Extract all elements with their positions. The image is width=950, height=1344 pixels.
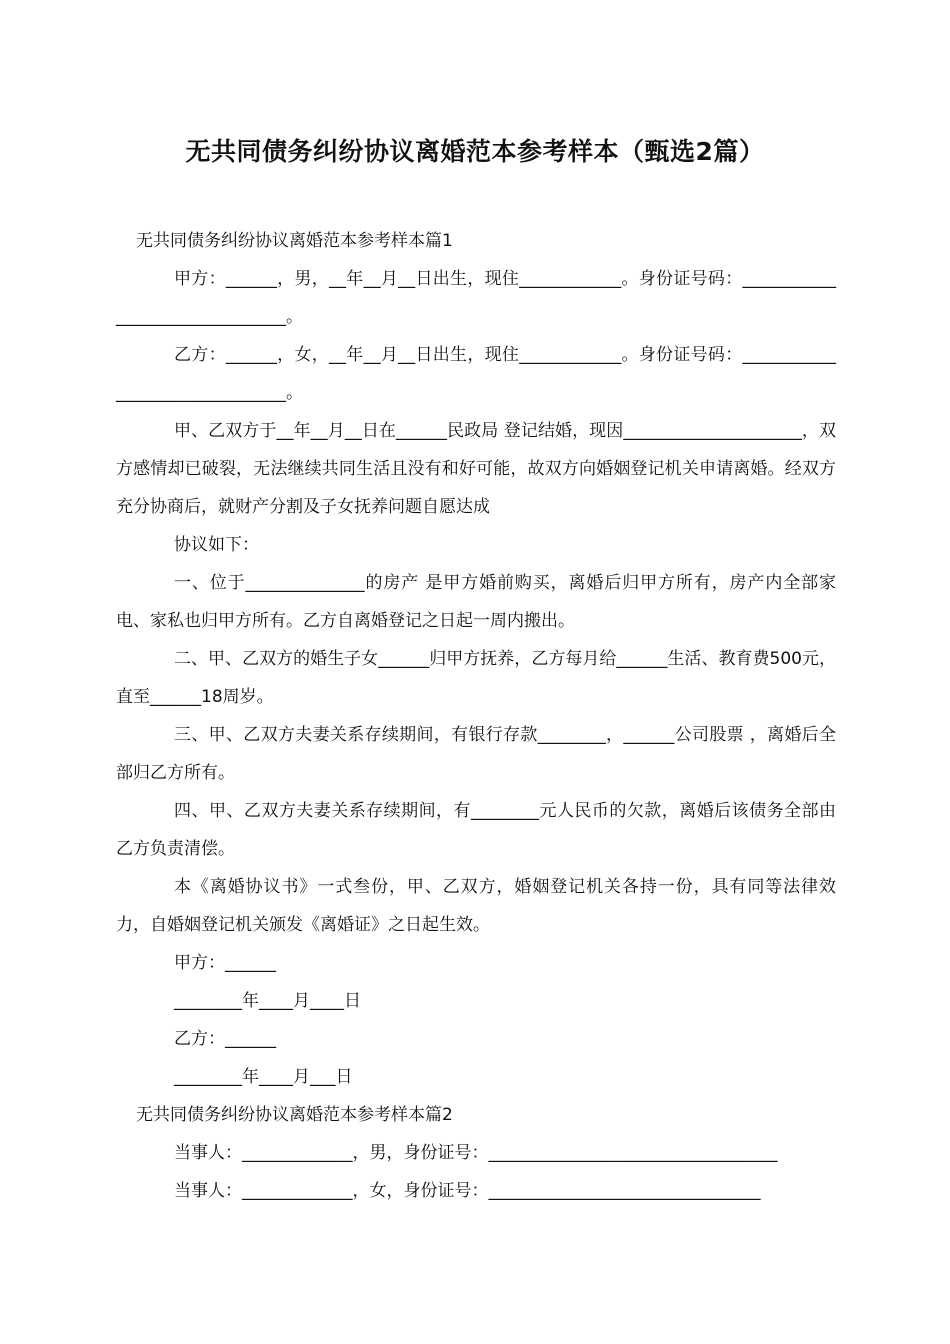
clause-1-house: 一、位于______________的房产 是甲方婚前购买，离婚后归甲方所有，房产内全部家电、家私也归甲方所有。乙方自离婚登记之日起一周内搬出。 [116,573,836,631]
section-1 [116,222,836,1096]
agreement-intro: 协议如下： [174,535,259,555]
clause-2-child: 二、甲、乙双方的婚生子女______归甲方抚养，乙方每月给______生活、教育费500元，直至______18周岁。 [116,649,836,707]
marriage-background: 甲、乙双方于__年__月__日在______民政局 登记结婚，现因_____________________，双方感情却已破裂，无法继续共同生活且没有和好可能，故双方向婚姻登记机关申请离婚。经双方充分协商后，就财产分割及子女抚养问题自愿达成 [116,421,836,517]
section-heading: 无共同债务纠纷协议离婚范本参考样本篇2 [136,1105,453,1125]
document-body [116,222,836,1210]
signature-party-b: 乙方：______ [174,1029,276,1049]
party-female-info: 当事人：_____________，女，身份证号：________________________________ [174,1181,761,1201]
party-male-info: 当事人：_____________，男，身份证号：__________________________________ [174,1143,778,1163]
party-a-info: 甲方：______，男，__年__月__日出生，现住____________。身份证号码：_______________________________。 [116,269,836,327]
document-title: 无共同债务纠纷协议离婚范本参考样本（甄选2篇） [185,137,765,166]
signature-party-a: 甲方：______ [174,953,276,973]
signature-date-b: ________年____月___日 [174,1067,353,1087]
clause-3-savings: 三、甲、乙双方夫妻关系存续期间，有银行存款________，______公司股票 ，离婚后全部归乙方所有。 [116,725,836,783]
clause-4-debt: 四、甲、乙双方夫妻关系存续期间，有________元人民币的欠款，离婚后该债务全部由乙方负责清偿。 [116,801,836,859]
agreement-effect: 本《离婚协议书》一式叁份，甲、乙双方，婚姻登记机关各持一份，具有同等法律效力，自婚姻登记机关颁发《离婚证》之日起生效。 [116,877,836,935]
section-heading: 无共同债务纠纷协议离婚范本参考样本篇1 [136,231,453,251]
party-b-info: 乙方：______，女，__年__月__日出生，现住____________。身份证号码：_______________________________。 [116,345,836,403]
section-2 [116,1096,836,1210]
signature-date-a: ________年____月____日 [174,991,361,1011]
